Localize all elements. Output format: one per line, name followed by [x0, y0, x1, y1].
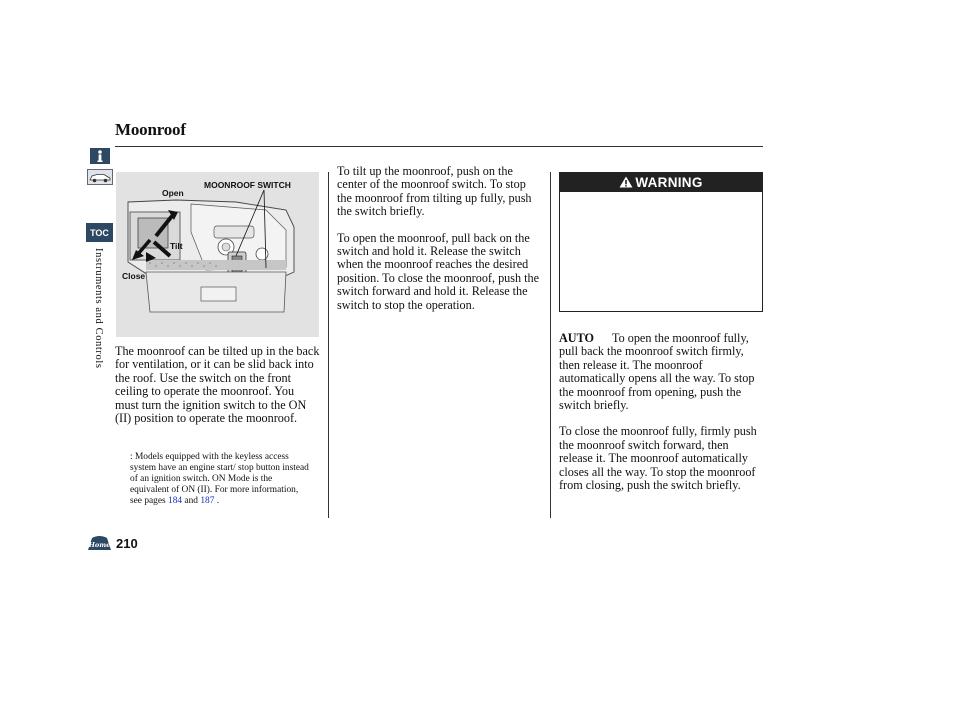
auto-close-paragraph: To close the moonroof fully, firmly push the moonroof switch forward, then release it. The moonroof automatically closes all the way. To stop the moonroof from closing, push the switch briefly. [559, 424, 757, 493]
info-icon[interactable] [86, 146, 113, 166]
figure-label-open: Open [162, 188, 184, 198]
auto-label: AUTO [559, 331, 594, 345]
toc-button[interactable]: TOC [86, 223, 113, 242]
page-link-184[interactable]: 184 [168, 496, 183, 506]
footnote-text: : Models equipped with the keyless access system have an engine start/ stop button instead of an ignition switch. ON Mode is the equivalent of ON (II). For more information, see pages [130, 452, 309, 506]
moonroof-switch-figure [116, 172, 319, 337]
section-label: Instruments and Controls [93, 248, 104, 369]
figure-label-tilt: Tilt [170, 241, 183, 251]
figure-label-close: Close [122, 271, 146, 281]
warning-triangle-icon [619, 176, 633, 188]
intro-text: The moonroof can be tilted up in the back for ventilation, or it can be slid back into the roof. Use the switch on the front ceiling to operate the moonroof. You must turn the ignition switch to the ON (II) position to operate the moonroof. [115, 344, 320, 426]
warning-header [559, 172, 763, 192]
footnote [130, 452, 310, 507]
open-close-paragraph: To open the moonroof, pull back on the switch and hold it. Release the switch when the moonroof reaches the desired position. To close the moonroof, push the switch forward and hold it. Release the switch to stop the operation. [337, 230, 540, 312]
column-divider-2 [550, 172, 551, 518]
auto-text [559, 332, 764, 505]
page-title: Moonroof [115, 120, 186, 139]
warning-label: WARNING [635, 174, 703, 190]
figure-label-switch: MOONROOF SWITCH [204, 180, 291, 190]
home-icon-text: Home [88, 541, 111, 549]
column-divider-1 [328, 172, 329, 518]
warning-box [559, 172, 763, 312]
auto-open-text: To open the moonroof fully, pull back the moonroof switch firmly, then release it. The moonroof automatically opens all the way. To stop the moonroof from opening, push the switch briefly. [559, 331, 755, 413]
home-icon[interactable] [86, 535, 113, 551]
car-icon[interactable] [86, 167, 113, 187]
operation-text [337, 165, 542, 325]
footnote-and: and [182, 496, 201, 506]
footnote-suffix: . [214, 496, 220, 506]
moonroof-switch-illustration [116, 172, 319, 337]
page-number: 210 [116, 536, 138, 551]
page-link-187[interactable]: 187 [200, 496, 215, 506]
intro-paragraph [115, 345, 320, 438]
tilt-paragraph: To tilt up the moonroof, push on the center of the moonroof switch. To stop the moonroof from tilting up fully, push the switch briefly. [337, 164, 532, 219]
title-divider [115, 146, 763, 147]
